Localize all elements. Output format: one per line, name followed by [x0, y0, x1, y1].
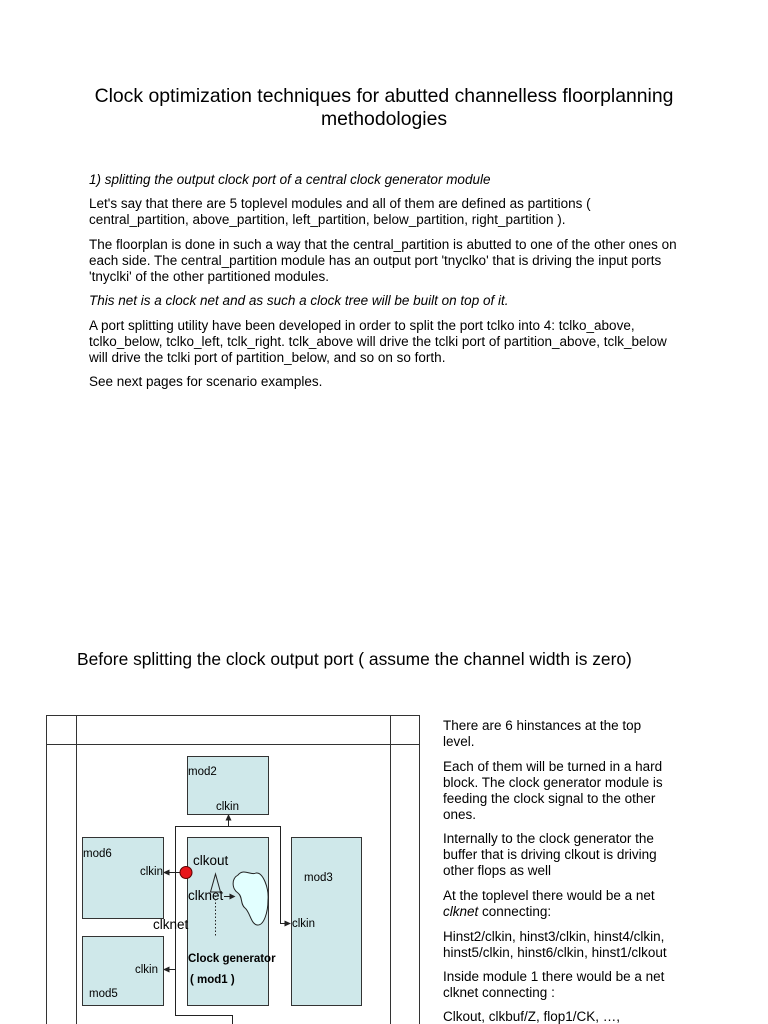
text-line: will drive the tclki port of partition_below, and so on so forth.	[89, 349, 446, 365]
text-line: 'tnyclki' of the other partitioned modules.	[89, 268, 330, 284]
internal-net-label: clknet	[188, 888, 224, 903]
pin-label: clkin	[292, 918, 316, 930]
text-line: At the toplevel there would be a net	[443, 888, 655, 904]
text-line: A port splitting utility have been developed in order to split the port tclko into 4: tclko_above,	[89, 317, 635, 333]
title-line-1: Clock optimization techniques for abutted channelless floorplanning	[94, 85, 674, 107]
module-name: mod5	[89, 988, 118, 1000]
text-line: The floorplan is done in such a way that the central_partition is abutted to one of the other ones on	[89, 236, 677, 252]
text-line: other flops as well	[443, 863, 552, 879]
intro-paragraph-floorplan	[89, 237, 749, 285]
pin-label: clkin	[135, 964, 159, 976]
section-heading: Before splitting the clock output port ( assume the channel width is zero)	[77, 649, 632, 669]
module-name: mod3	[304, 872, 333, 884]
text-line	[443, 904, 743, 920]
text-line: See next pages for scenario examples.	[89, 373, 323, 389]
note-toplevel-net	[443, 888, 743, 920]
text-line: This net is a clock net and as such a clock tree will be built on top of it.	[89, 293, 509, 309]
note-module1-pins	[443, 1010, 743, 1023]
top-net-label: clknet	[153, 917, 189, 932]
text-line: Internally to the clock generator the	[443, 831, 654, 847]
intro-paragraph-port-splitting	[89, 318, 749, 366]
module-mod3	[292, 838, 362, 1006]
module-mod6	[83, 838, 164, 919]
text-line: level.	[443, 734, 475, 749]
module-mod2	[188, 757, 269, 815]
text-line: 1) splitting the output clock port of a central clock generator module	[89, 172, 491, 187]
text-line: feeding the clock signal to the other	[443, 790, 656, 806]
note-hard-blocks	[443, 759, 743, 823]
text-line: Each of them will be turned in a hard	[443, 758, 663, 774]
note-hinstances	[443, 718, 743, 750]
note-internal-buffer	[443, 831, 743, 879]
clock-generator-instance: ( mod1 )	[190, 974, 235, 986]
intro-subheading	[89, 172, 749, 188]
note-module1-net	[443, 969, 743, 1001]
intro-paragraph-next-pages	[89, 374, 749, 390]
text-fragment: connecting:	[478, 904, 552, 920]
intro-paragraph-partitions	[89, 196, 749, 228]
module-mod5	[83, 937, 164, 1006]
text-line: central_partition, above_partition, left_partition, below_partition, right_partition ).	[89, 212, 566, 228]
arrow-right-icon	[285, 921, 292, 927]
text-line: Clkout, clkbuf/Z, flop1/CK, …,	[443, 1009, 621, 1024]
text-line: Inside module 1 there would be a net	[443, 969, 665, 985]
text-line: There are 6 hinstances at the top	[443, 718, 642, 733]
text-line: ones.	[443, 806, 477, 822]
text-line: buffer that is driving clkout is driving	[443, 847, 657, 863]
module-mod1-clock-generator	[188, 838, 277, 1006]
text-line: each side. The central_partition module has an output port 'tnyclko' that is driving the input ports	[89, 252, 662, 268]
module-name: mod6	[83, 848, 112, 860]
text-line: Hinst2/clkin, hinst3/clkin, hinst4/clkin,	[443, 928, 665, 944]
text-line: tclko_below, tclko_left, tclk_right. tclk_above will drive the tclki port of partition_above, tclk_below	[89, 333, 667, 349]
pin-label: clkin	[216, 801, 240, 813]
module-name: mod2	[188, 766, 217, 778]
intro-section	[89, 172, 749, 398]
net-name: clknet	[443, 904, 479, 920]
pin-label: clkin	[140, 866, 164, 878]
document-title	[0, 85, 768, 131]
output-pin-label: clkout	[193, 853, 229, 868]
clock-generator-title: Clock generator	[188, 953, 276, 965]
text-line: block. The clock generator module is	[443, 774, 663, 790]
intro-paragraph-clock-net	[89, 293, 749, 309]
diagram-notes	[443, 718, 743, 1023]
text-line: Let's say that there are 5 toplevel modules and all of them are defined as partitions (	[89, 196, 591, 212]
title-line-2: methodologies	[320, 108, 448, 130]
clkout-pin-marker	[180, 867, 192, 879]
floorplan-diagram	[0, 700, 440, 1024]
note-connections	[443, 929, 743, 961]
text-line: clknet connecting :	[443, 985, 555, 1001]
text-line: hinst5/clkin, hinst6/clkin, hinst1/clkout	[443, 944, 667, 960]
